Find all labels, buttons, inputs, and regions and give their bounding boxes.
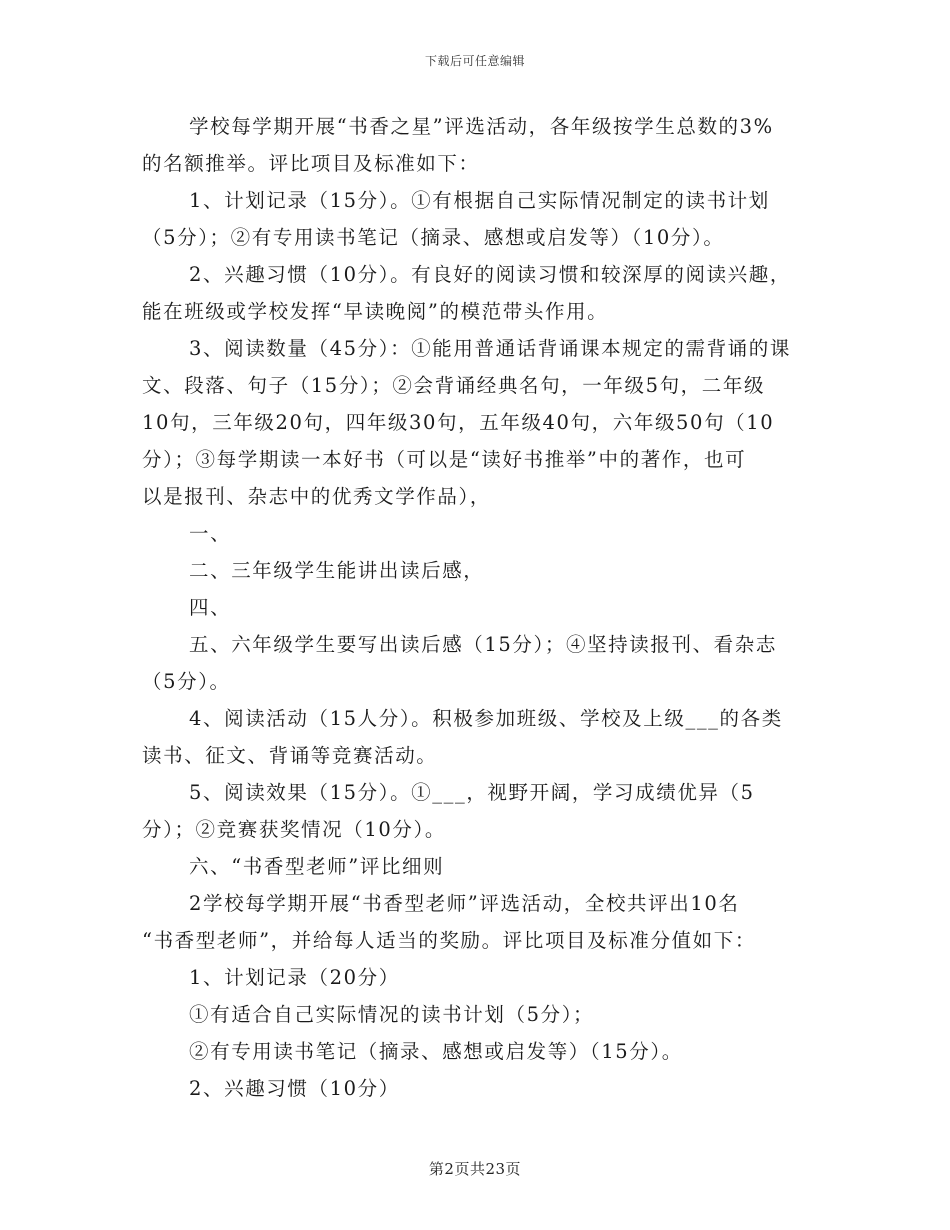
text-line: ②有专用读书笔记（摘录、感想或启发等）（15分）。 xyxy=(189,1040,683,1063)
text-line: 五、六年级学生要写出读后感（15分）；④坚持读报刊、看杂志 xyxy=(189,633,777,656)
text-line: 5、阅读效果（15分）。①___，视野开阔，学习成绩优异（5 xyxy=(189,781,755,804)
text-line: 学校每学期开展“书香之星”评选活动，各年级按学生总数的3% xyxy=(189,115,774,138)
text-line: 四、 xyxy=(189,596,232,619)
text-line: ①有适合自己实际情况的读书计划（5分）； xyxy=(189,1003,595,1026)
text-line: （5分）。 xyxy=(142,670,231,693)
text-line: 分）；③每学期读一本好书（可以是“读好书推举”中的著作，也可 xyxy=(142,448,747,471)
text-line: 10句，三年级20句，四年级30句，五年级40句，六年级50句（10 xyxy=(142,411,775,434)
text-line: 文、段落、句子（15分）；②会背诵经典名句，一年级5句，二年级 xyxy=(142,374,766,397)
page-footer: 第2页共23页 xyxy=(428,1160,522,1178)
text-line: 2、兴趣习惯（10分） xyxy=(189,1077,400,1100)
text-line: 2、兴趣习惯（10分）。有良好的阅读习惯和较深厚的阅读兴趣， xyxy=(189,263,791,286)
text-line: 能在班级或学校发挥“早读晚阅”的模范带头作用。 xyxy=(142,300,609,323)
text-line: 以是报刊、杂志中的优秀文学作品）， xyxy=(142,485,491,508)
text-line: 的名额推举。评比项目及标准如下： xyxy=(142,152,480,175)
text-line: 2学校每学期开展“书香型老师”评选活动，全校共评出10名 xyxy=(189,892,740,915)
text-line: 一、 xyxy=(189,522,232,545)
text-line: 六、“书香型老师”评比细则 xyxy=(189,855,445,878)
text-line: 4、阅读活动（15人分）。积极参加班级、学校及上级___的各类 xyxy=(189,707,783,730)
page-header: 下载后可任意编辑 xyxy=(424,54,525,68)
text-line: 读书、征文、背诵等竞赛活动。 xyxy=(142,744,438,767)
text-line: （5分）；②有专用读书笔记（摘录、感想或启发等）（10分）。 xyxy=(142,226,725,249)
document-body xyxy=(142,108,822,1107)
text-line: 分）；②竞赛获奖情况（10分）。 xyxy=(142,818,446,841)
text-line: 3、阅读数量（45分）：①能用普通话背诵课本规定的需背诵的课 xyxy=(189,337,791,360)
text-line: 1、计划记录（20分） xyxy=(189,966,400,989)
text-line: 1、计划记录（15分）。①有根据自己实际情况制定的读书计划 xyxy=(189,189,770,212)
text-line: 二、三年级学生能讲出读后感， xyxy=(189,559,485,582)
text-line: “书香型老师”，并给每人适当的奖励。评比项目及标准分值如下： xyxy=(142,929,756,952)
